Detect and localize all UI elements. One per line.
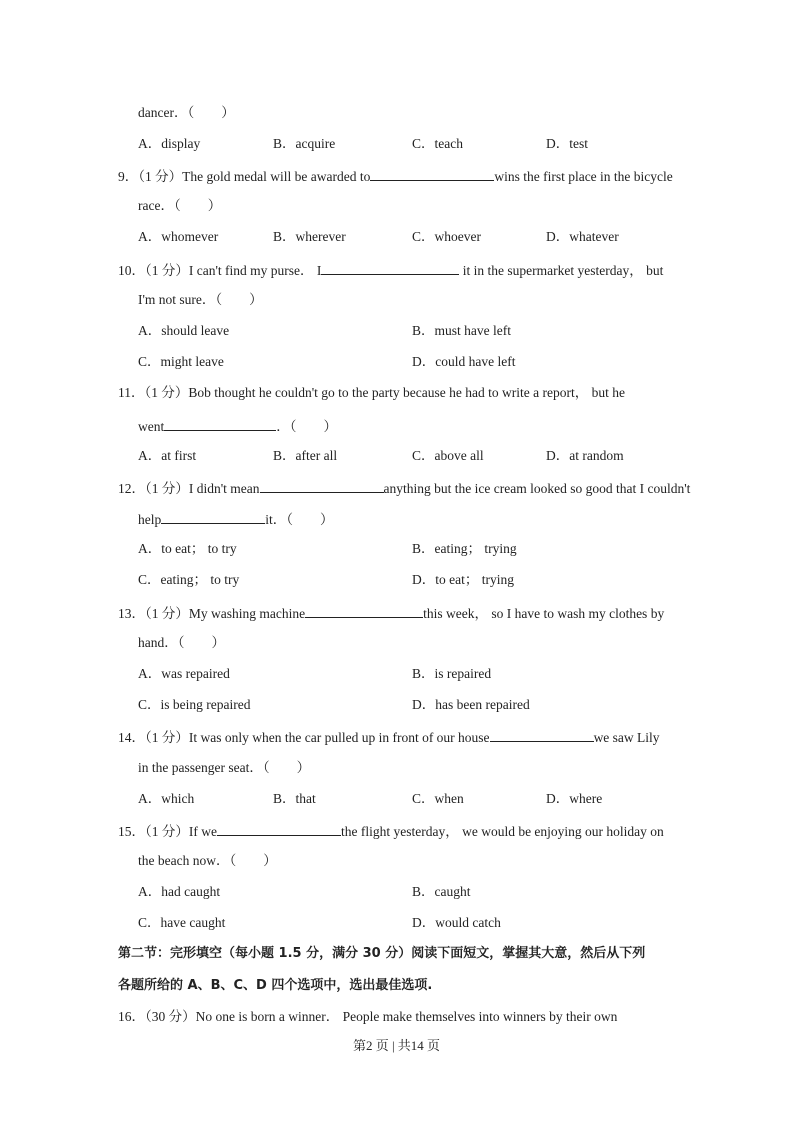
question-15-option-a: A．had caught [138,884,221,899]
question-13-continuation: hand．（ ） [138,635,225,650]
question-15-continuation: the beach now．（ ） [138,853,277,868]
question-15-text-before: 15．（1 分）If we [118,824,217,839]
question-11-option-b: B．after all [273,448,338,463]
answer-blank [217,822,341,836]
section-heading-line-1: 第二节：完形填空（每小题 1.5 分，满分 30 分）阅读下面短文，掌握其大意，然后从下列 [118,946,646,961]
question-9-option-c: C．whoever [412,229,481,244]
answer-blank [305,604,423,618]
question-13-option-a: A．was repaired [138,666,230,681]
question-9-option-b: B．wherever [273,229,346,244]
question-12-option-d: D．to eat； trying [412,572,514,587]
question-9-continuation: race．（ ） [138,198,222,213]
question-14-continuation: in the passenger seat．（ ） [138,760,311,775]
question-8-option-b: B．acquire [273,136,336,151]
question-14-text-after: we saw Lily [593,730,660,745]
question-11-text-before: went [138,419,165,434]
question-15-text-after: the flight yesterday， we would be enjoying our holiday on [340,824,664,839]
question-10-text-before: 10．（1 分）I can't find my purse． I [118,263,322,278]
question-12-text-after-2: it．（ ） [265,512,334,527]
question-9-option-d: D．whatever [546,229,619,244]
question-13-option-c: C．is being repaired [138,697,251,712]
question-8-option-a: A．display [138,136,201,151]
question-10-option-d: D．could have left [412,354,516,369]
question-10-stem [118,261,663,279]
question-9-stem [118,167,673,185]
question-8-option-c: C．teach [412,136,463,151]
question-14-option-a: A．which [138,791,195,806]
answer-blank [370,167,494,181]
question-15-option-b: B．caught [412,884,471,899]
question-8-option-d: D．test [546,136,588,151]
question-15-stem [118,822,664,840]
question-10-continuation: I'm not sure．（ ） [138,292,263,307]
question-14-text-before: 14．（1 分）It was only when the car pulled up in front of our house [118,730,490,745]
question-13-stem [118,604,664,622]
answer-blank [321,261,459,275]
page-footer: 第2 页 | 共14 页 [352,1038,441,1053]
question-10-option-c: C．might leave [138,354,224,369]
question-10-option-b: B．must have left [412,323,511,338]
section-heading-line-2: 各题所给的 A、B、C、D 四个选项中，选出最佳选项. [118,978,433,993]
answer-blank [164,417,276,431]
question-14-option-d: D．where [546,791,603,806]
question-11-option-a: A．at first [138,448,197,463]
question-10-option-a: A．should leave [138,323,230,338]
answer-blank [260,479,384,493]
question-12-option-a: A．to eat； to try [138,541,237,556]
question-12-option-c: C．eating； to try [138,572,240,587]
question-9-text-before: 9．（1 分）The gold medal will be awarded to [118,169,371,184]
question-14-option-c: C．when [412,791,464,806]
question-16-stem: 16．（30 分）No one is born a winner． People make themselves into winners by their own [118,1009,618,1024]
question-11-stem: 11．（1 分）Bob thought he couldn't go to the party because he had to write a report， but he [118,385,625,400]
question-12-text-before: 12．（1 分）I didn't mean [118,481,260,496]
question-9-text-after: wins the first place in the bicycle [494,169,673,184]
question-14-stem [118,728,660,746]
question-13-text-after: this week， so I have to wash my clothes by [423,606,665,621]
question-11-option-c: C．above all [412,448,484,463]
answer-blank [161,510,265,524]
question-15-option-c: C．have caught [138,915,226,930]
question-13-option-b: B．is repaired [412,666,492,681]
answer-blank [490,728,594,742]
question-15-option-d: D．would catch [412,915,501,930]
question-11-continuation [138,417,337,435]
question-14-option-b: B．that [273,791,316,806]
question-13-text-before: 13．（1 分）My washing machine [118,606,306,621]
question-13-option-d: D．has been repaired [412,697,530,712]
question-12-text-before-2: help [138,512,162,527]
question-8-continuation: dancer．（ ） [138,105,235,120]
question-12-stem [118,479,690,497]
question-12-text-after: anything but the ice cream looked so good that I couldn't [383,481,691,496]
question-11-option-d: D．at random [546,448,624,463]
question-12-option-b: B．eating； trying [412,541,517,556]
question-10-text-after: it in the supermarket yesterday， but [459,263,664,278]
question-9-option-a: A．whomever [138,229,219,244]
question-12-continuation [138,510,334,528]
question-11-text-after: ．（ ） [276,419,337,434]
